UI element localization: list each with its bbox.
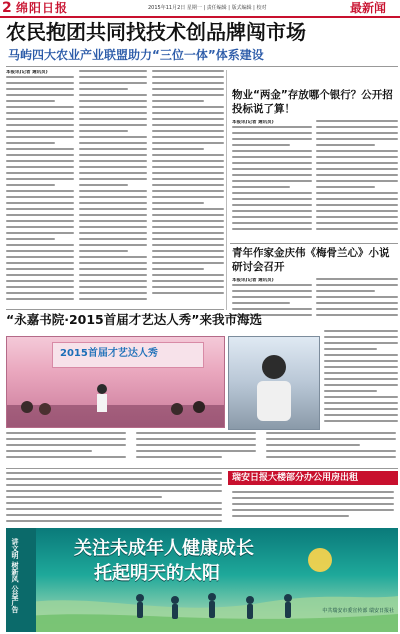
body-text bbox=[6, 472, 222, 522]
right-headline-1: 物业“两金”存放哪个银行？公开招投标说了算！ bbox=[232, 89, 393, 115]
psa-sponsor: 中共瑞安市委宣传部 瑞安日报社 bbox=[322, 608, 394, 614]
body-text bbox=[228, 488, 398, 524]
body-text bbox=[6, 76, 74, 300]
children-silhouettes bbox=[120, 590, 320, 628]
masthead: 绵阳日报 bbox=[16, 1, 69, 15]
portrait-figure bbox=[229, 337, 319, 429]
right-story-1-byline: 本报讯(记者 通讯员) bbox=[232, 120, 274, 125]
divider bbox=[6, 468, 398, 469]
lead-column-3 bbox=[152, 70, 224, 306]
psa-line-1: 关注未成年人健康成长 bbox=[74, 538, 254, 559]
ad-title: 瑞安日报大楼部分办公用房出租 bbox=[232, 473, 359, 483]
lead-column-2 bbox=[79, 70, 147, 306]
right-story-2-byline: 本报讯(记者 通讯员) bbox=[232, 278, 274, 283]
right-headline-2: 青年作家金庆伟《梅骨兰心》小说研讨会召开 bbox=[232, 247, 390, 273]
body-text bbox=[232, 126, 312, 230]
lead-byline: 本报讯(记者 通讯员) bbox=[6, 70, 48, 75]
stage-banner-text: 2015首届才艺达人秀 bbox=[60, 348, 158, 359]
body-text bbox=[152, 70, 224, 294]
body-text bbox=[316, 278, 398, 316]
body-text bbox=[79, 70, 147, 300]
psa-line-2: 托起明天的太阳 bbox=[94, 563, 220, 584]
ad-body bbox=[228, 488, 398, 528]
caption-2 bbox=[136, 432, 256, 462]
portrait-photo bbox=[228, 336, 320, 430]
left-lower-text bbox=[6, 472, 222, 526]
body-text bbox=[324, 330, 398, 422]
right-story-1-col-1 bbox=[232, 120, 312, 240]
right-story-1-col-2 bbox=[316, 120, 398, 240]
psa-side-label: 讲文明 树新风 公益广告 bbox=[11, 538, 19, 613]
lead-subheadline: 马屿四大农业产业联盟助力“三位一体”体系建设 bbox=[8, 48, 264, 62]
right-story-2-col-2 bbox=[316, 278, 398, 326]
sun-icon bbox=[290, 538, 350, 572]
second-story-text bbox=[324, 330, 398, 430]
caption-1 bbox=[6, 432, 126, 462]
photo-captions bbox=[6, 432, 398, 468]
lead-column-1 bbox=[6, 70, 74, 306]
divider bbox=[6, 66, 398, 67]
divider bbox=[230, 243, 398, 244]
caption-3 bbox=[266, 432, 396, 462]
lead-headline: 农民抱团共同找技术创品牌闯市场 bbox=[6, 20, 306, 44]
second-headline: “永嘉书院·2015首届才艺达人秀”来我市海选 bbox=[6, 312, 262, 327]
issue-meta: 2015年11月2日 星期一 | 责任编辑 | 版式编辑 | 校对 bbox=[148, 5, 267, 11]
section-title: 最新闻 bbox=[350, 1, 387, 15]
column-divider bbox=[226, 70, 227, 310]
body-text bbox=[316, 120, 398, 230]
divider bbox=[6, 309, 224, 310]
page-number: 2 bbox=[2, 0, 12, 16]
